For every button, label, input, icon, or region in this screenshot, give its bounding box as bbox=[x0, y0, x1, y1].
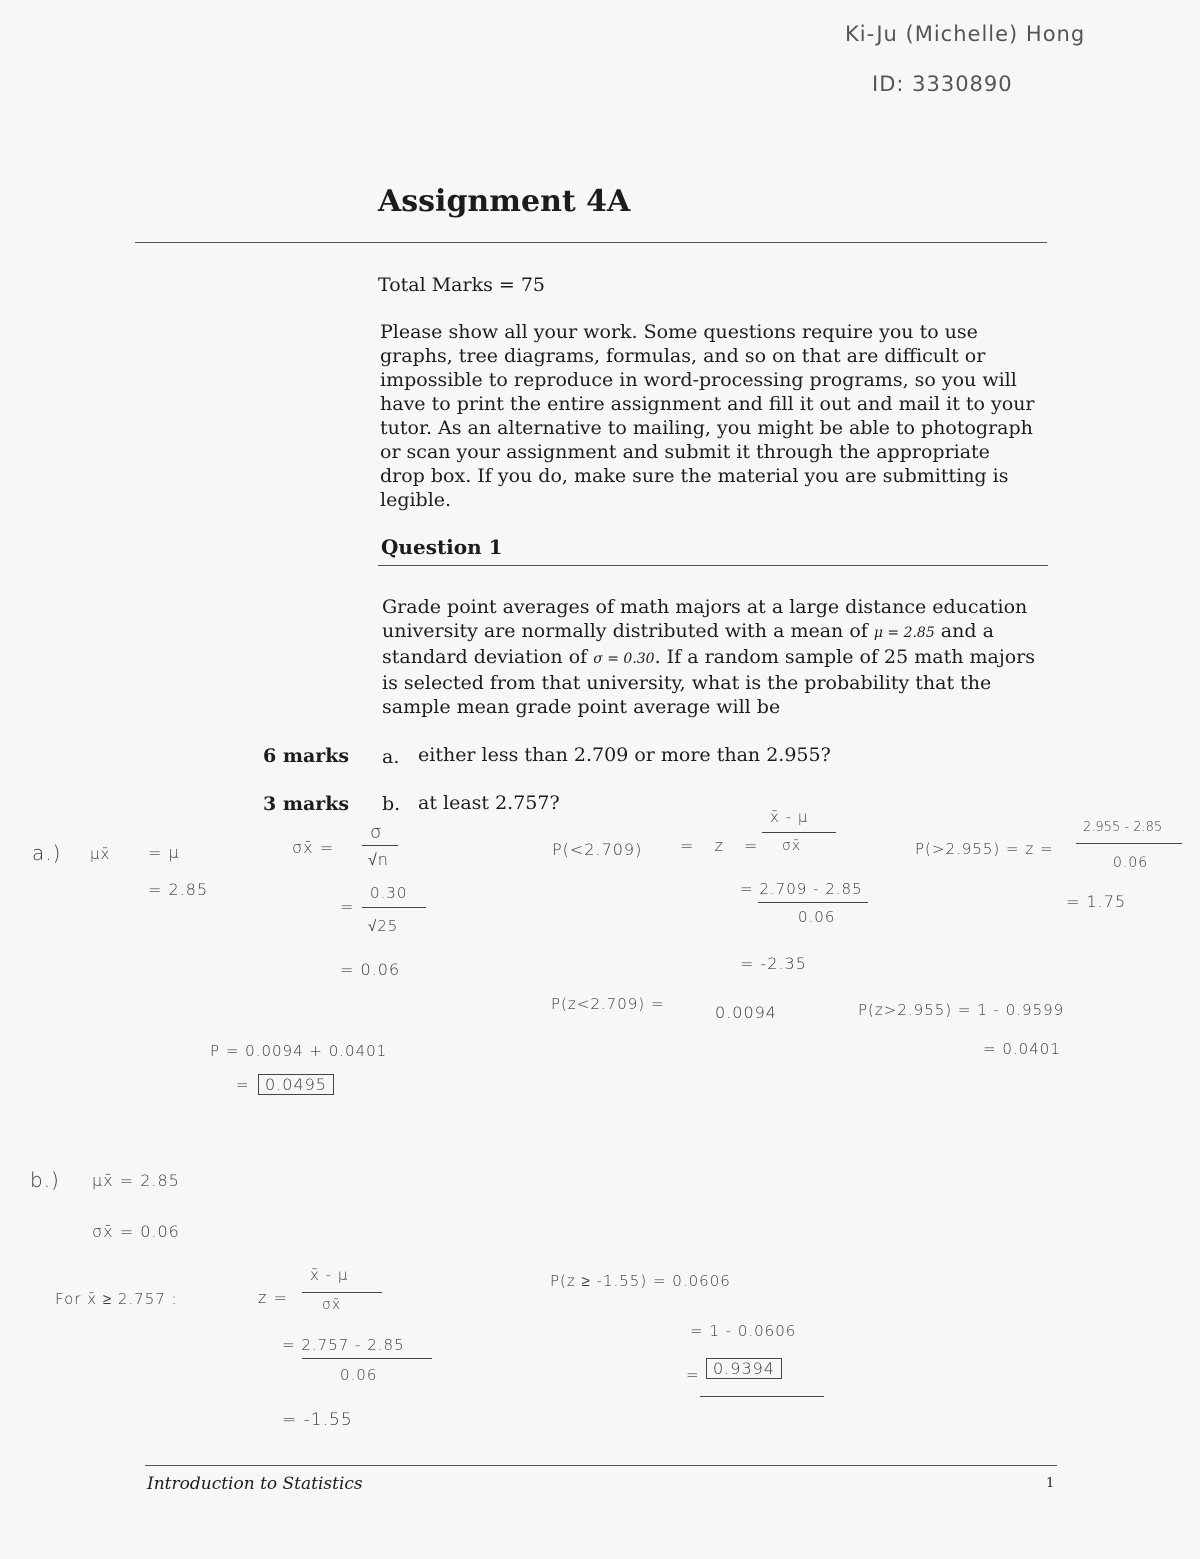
work-a-mu-xbar: μx̄ bbox=[90, 845, 111, 863]
question-text-part3: . If a random sample of 25 math majors is selected from that university, what is the probability that the sample mean grade point average will be bbox=[382, 646, 1036, 718]
work-b-z-fraction-line bbox=[302, 1292, 382, 1293]
part-b-text: at least 2.757? bbox=[418, 792, 560, 814]
footer-divider bbox=[145, 1465, 1057, 1466]
work-a-p-z-high-val: = 0.0401 bbox=[983, 1040, 1061, 1058]
total-marks: Total Marks = 75 bbox=[378, 274, 546, 296]
mu-symbol: μ = 2.85 bbox=[873, 625, 935, 641]
work-a-z-high-num: 2.955 - 2.85 bbox=[1083, 820, 1163, 835]
work-a-p-result: 0.0495 bbox=[258, 1074, 334, 1095]
student-id: ID: 3330890 bbox=[872, 72, 1013, 96]
work-a-p-total: P = 0.0094 + 0.0401 bbox=[210, 1042, 388, 1060]
work-b-z-sub-num: = 2.757 - 2.85 bbox=[282, 1336, 405, 1354]
work-b-sigma-xbar: σx̄ = 0.06 bbox=[92, 1222, 180, 1241]
work-b-mu-xbar: μx̄ = 2.85 bbox=[92, 1171, 180, 1190]
work-a-eq4: = 0.06 bbox=[340, 960, 401, 979]
work-a-z-low-val: = -2.35 bbox=[740, 954, 807, 973]
question-divider bbox=[378, 565, 1048, 566]
work-a-p-z-high: P(z>2.955) = 1 - 0.9599 bbox=[858, 1001, 1065, 1019]
question-1-heading: Question 1 bbox=[381, 535, 503, 559]
work-a-p-low-label: P(<2.709) bbox=[552, 840, 643, 859]
page-title: Assignment 4A bbox=[378, 184, 631, 219]
part-b-marks: 3 marks bbox=[263, 793, 350, 815]
work-b-z-sub-fraction-line bbox=[302, 1358, 432, 1359]
work-b-result-underline bbox=[700, 1396, 824, 1397]
part-b-letter: b. bbox=[382, 793, 401, 815]
work-a-z-high-den: 0.06 bbox=[1113, 855, 1149, 871]
work-a-z-low-fraction-line bbox=[758, 902, 868, 903]
instructions-paragraph: Please show all your work. Some questions require you to use graphs, tree diagrams, formulas, and so on that are difficult or impossible to reproduce in word-processing programs, so you will have to print the entire assignment and fill it out and mail it to your tutor. As an alternative to mailing, you might be able to photograph or scan your assignment and submit it through the appropriate drop box. If you do, make sure the material you are submitting is legible. bbox=[380, 321, 1035, 511]
question-text-part1: Grade point averages of math majors at a large distance education university are normally distributed with a mean of bbox=[382, 596, 1028, 642]
work-a-eq3-eq: = bbox=[340, 897, 355, 916]
work-a-eq3-fraction-line bbox=[362, 907, 426, 908]
work-a-z-low-num: = 2.709 - 2.85 bbox=[740, 880, 863, 898]
footer-course: Introduction to Statistics bbox=[147, 1474, 363, 1494]
question-text-part2: and a standard deviation of bbox=[382, 620, 994, 668]
work-a-eq1: = μ bbox=[148, 843, 180, 862]
work-a-sigma-den: √n bbox=[368, 850, 389, 869]
part-a-text: either less than 2.709 or more than 2.955? bbox=[418, 744, 831, 766]
work-b-p-line3-eq: = bbox=[686, 1366, 700, 1384]
work-b-z-den: σx̄ bbox=[322, 1297, 342, 1313]
work-a-sigma-fraction-line bbox=[362, 845, 398, 846]
sigma-symbol: σ = 0.30 bbox=[593, 651, 655, 667]
work-a-eq2: = 2.85 bbox=[148, 880, 209, 899]
work-a-z-high-fraction-line bbox=[1076, 843, 1182, 844]
work-a-p-high-label: P(>2.955) = z = bbox=[915, 840, 1054, 858]
part-a-marks: 6 marks bbox=[263, 745, 350, 767]
part-a-letter: a. bbox=[382, 746, 400, 768]
title-divider bbox=[135, 242, 1047, 243]
work-a-p-z-low: P(z<2.709) = bbox=[551, 995, 665, 1013]
work-a-z-den: σx̄ bbox=[782, 838, 802, 854]
question-1-text bbox=[382, 595, 1042, 719]
work-b-p-line2: = 1 - 0.0606 bbox=[690, 1322, 797, 1340]
work-b-label: b.) bbox=[30, 1168, 60, 1192]
work-a-sigma-num: σ bbox=[370, 822, 383, 843]
work-b-z-sub-den: 0.06 bbox=[340, 1366, 378, 1384]
page-number: 1 bbox=[1046, 1476, 1055, 1491]
work-b-p-line1: P(z ≥ -1.55) = 0.0606 bbox=[550, 1272, 731, 1290]
work-b-z-val: = -1.55 bbox=[282, 1410, 353, 1430]
work-a-p-z-low-val: 0.0094 bbox=[715, 1003, 777, 1022]
work-a-z-num: x̄ - μ bbox=[770, 808, 809, 826]
work-a-label: a.) bbox=[32, 841, 62, 865]
work-a-p-total-eq: = bbox=[236, 1076, 250, 1094]
work-b-z-num: x̄ - μ bbox=[310, 1266, 349, 1284]
work-b-condition: For x̄ ≥ 2.757 : bbox=[55, 1290, 178, 1308]
work-a-eq3-num: 0.30 bbox=[370, 884, 408, 902]
work-b-p-result: 0.9394 bbox=[706, 1358, 782, 1379]
work-b-z-eq: z = bbox=[258, 1288, 288, 1307]
work-a-z-fraction-line bbox=[762, 832, 836, 833]
student-name: Ki-Ju (Michelle) Hong bbox=[845, 22, 1086, 46]
work-a-p-low-eq: = z = bbox=[680, 836, 766, 855]
work-a-eq3-den: √25 bbox=[368, 917, 399, 935]
work-a-sigma-xbar: σx̄ = bbox=[292, 838, 335, 857]
work-a-z-high-val: = 1.75 bbox=[1066, 892, 1127, 911]
work-a-z-low-den: 0.06 bbox=[798, 908, 836, 926]
